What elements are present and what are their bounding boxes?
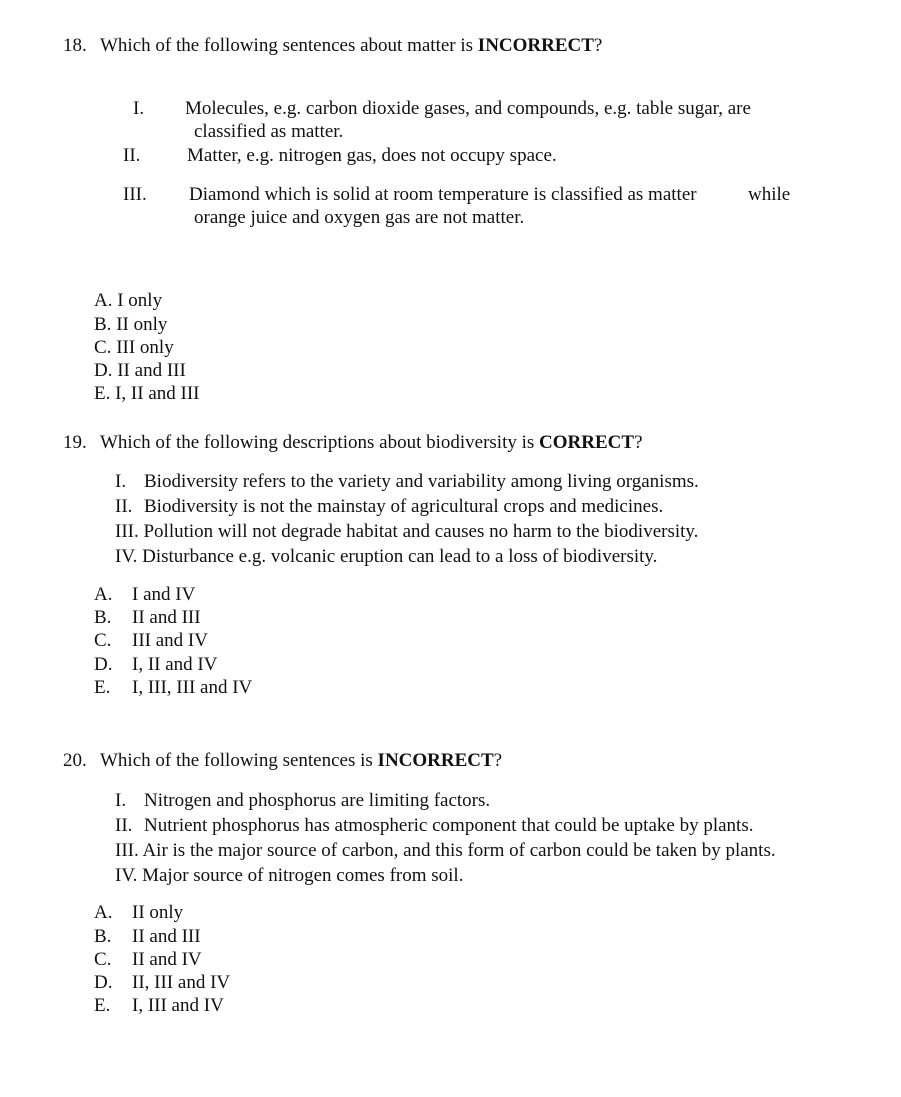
q20-statement-text: Nitrogen and phosphorus are limiting factors. (144, 790, 491, 811)
q18-option-letter: D. (94, 360, 113, 381)
q18-stem-text: Which of the following sentences about matter is (100, 35, 478, 56)
q20-option[interactable] (94, 925, 201, 948)
q18-statement-text: while (748, 184, 791, 205)
q20-option-text: II and IV (132, 949, 202, 970)
q18-option[interactable] (94, 359, 186, 382)
q18-option-text: II and III (117, 360, 186, 381)
q19-statement-text: Pollution will not degrade habitat and causes no harm to the biodiversity. (143, 521, 699, 542)
q18-option-text: I, II and III (115, 383, 200, 404)
q19-option-letter: D. (94, 654, 113, 675)
q19-stem (63, 431, 643, 454)
q19-statement-numeral: III. (115, 521, 139, 542)
q20-option-letter: D. (94, 972, 113, 993)
q18-statement-numeral: I. (133, 98, 145, 119)
q19-statement-text: Disturbance e.g. volcanic eruption can lead to a loss of biodiversity. (142, 546, 658, 567)
q18-stem (63, 34, 602, 57)
q19-option-letter: C. (94, 630, 112, 651)
q18-statement-text: Diamond which is solid at room temperature is classified as matter (189, 184, 697, 205)
q19-statement-text: Biodiversity refers to the variety and variability among living organisms. (144, 471, 699, 492)
q20-option-text: II only (132, 902, 184, 923)
q19-option-text: I and IV (132, 584, 196, 605)
q19-statement (115, 495, 663, 518)
q18-option-text: II only (116, 314, 168, 335)
q19-option[interactable] (94, 653, 217, 676)
q20-statement (115, 814, 753, 837)
q20-option[interactable] (94, 994, 224, 1017)
q18-option[interactable] (94, 336, 174, 359)
q20-option-letter: C. (94, 949, 112, 970)
q19-option[interactable] (94, 606, 201, 629)
q20-stem (63, 749, 502, 772)
q18-statement-text: Molecules, e.g. carbon dioxide gases, and compounds, e.g. table sugar, are (185, 98, 751, 119)
q20-statement (115, 839, 776, 862)
q19-option-text: I, III, III and IV (132, 677, 253, 698)
q18-stem-emphasis: INCORRECT (477, 35, 594, 56)
q19-option[interactable] (94, 583, 195, 606)
q19-option-letter: B. (94, 607, 112, 628)
q19-option-text: III and IV (132, 630, 208, 651)
q18-option[interactable] (94, 289, 162, 312)
q19-option-text: I, II and IV (132, 654, 218, 675)
q20-option-letter: B. (94, 926, 112, 947)
q20-statement-text: Nutrient phosphorus has atmospheric component that could be uptake by plants. (144, 815, 754, 836)
q19-option-text: II and III (132, 607, 201, 628)
q20-option-text: II and III (132, 926, 201, 947)
q20-option[interactable] (94, 971, 230, 994)
q19-option[interactable] (94, 676, 252, 699)
q18-statement-text: orange juice and oxygen gas are not matter. (194, 207, 525, 228)
q18-option-letter: C. (94, 337, 112, 358)
q19-number: 19. (63, 432, 87, 453)
q20-statement (115, 864, 463, 887)
q18-statement-numeral: III. (123, 184, 147, 205)
q19-stem-text: Which of the following descriptions about biodiversity is (100, 432, 540, 453)
q18-option[interactable] (94, 382, 200, 405)
q18-option-text: III only (116, 337, 174, 358)
q20-statement-text: Major source of nitrogen comes from soil. (142, 865, 464, 886)
q20-number: 20. (63, 750, 87, 771)
q19-option-letter: A. (94, 584, 113, 605)
q19-statement (115, 545, 657, 568)
q20-option[interactable] (94, 948, 202, 971)
q18-statement-numeral: II. (123, 145, 141, 166)
q19-statement-numeral: I. (115, 471, 127, 492)
q20-statement-numeral: I. (115, 790, 127, 811)
q19-option[interactable] (94, 629, 208, 652)
q20-stem-end: ? (493, 750, 503, 771)
q18-option-letter: A. (94, 290, 113, 311)
q18-option-text: I only (117, 290, 163, 311)
q19-statement-numeral: IV. (115, 546, 138, 567)
q20-statement-numeral: IV. (115, 865, 138, 886)
q18-option-letter: E. (94, 383, 111, 404)
q18-number: 18. (63, 35, 87, 56)
q19-statement-text: Biodiversity is not the mainstay of agricultural crops and medicines. (144, 496, 664, 517)
q20-stem-emphasis: INCORRECT (377, 750, 494, 771)
q20-statement-text: Air is the major source of carbon, and this form of carbon could be taken by plants. (142, 840, 776, 861)
q18-option-letter: B. (94, 314, 112, 335)
q19-stem-end: ? (634, 432, 643, 453)
q19-statement (115, 470, 699, 493)
q18-statement-text: classified as matter. (194, 121, 344, 142)
q18-statement-text: Matter, e.g. nitrogen gas, does not occupy space. (187, 145, 557, 166)
q19-statement (115, 520, 698, 543)
q20-option-letter: E. (94, 995, 111, 1016)
q20-statement (115, 789, 490, 812)
q20-option-text: I, III and IV (132, 995, 224, 1016)
q20-statement-numeral: II. (115, 815, 133, 836)
q18-option[interactable] (94, 313, 167, 336)
q18-stem-end: ? (593, 35, 603, 56)
q19-stem-emphasis: CORRECT (539, 432, 635, 453)
q20-option-text: II, III and IV (132, 972, 231, 993)
q19-statement-numeral: II. (115, 496, 133, 517)
q20-option-letter: A. (94, 902, 113, 923)
q20-statement-numeral: III. (115, 840, 139, 861)
q20-stem-text: Which of the following sentences is (100, 750, 378, 771)
q20-option[interactable] (94, 901, 183, 924)
q19-option-letter: E. (94, 677, 111, 698)
